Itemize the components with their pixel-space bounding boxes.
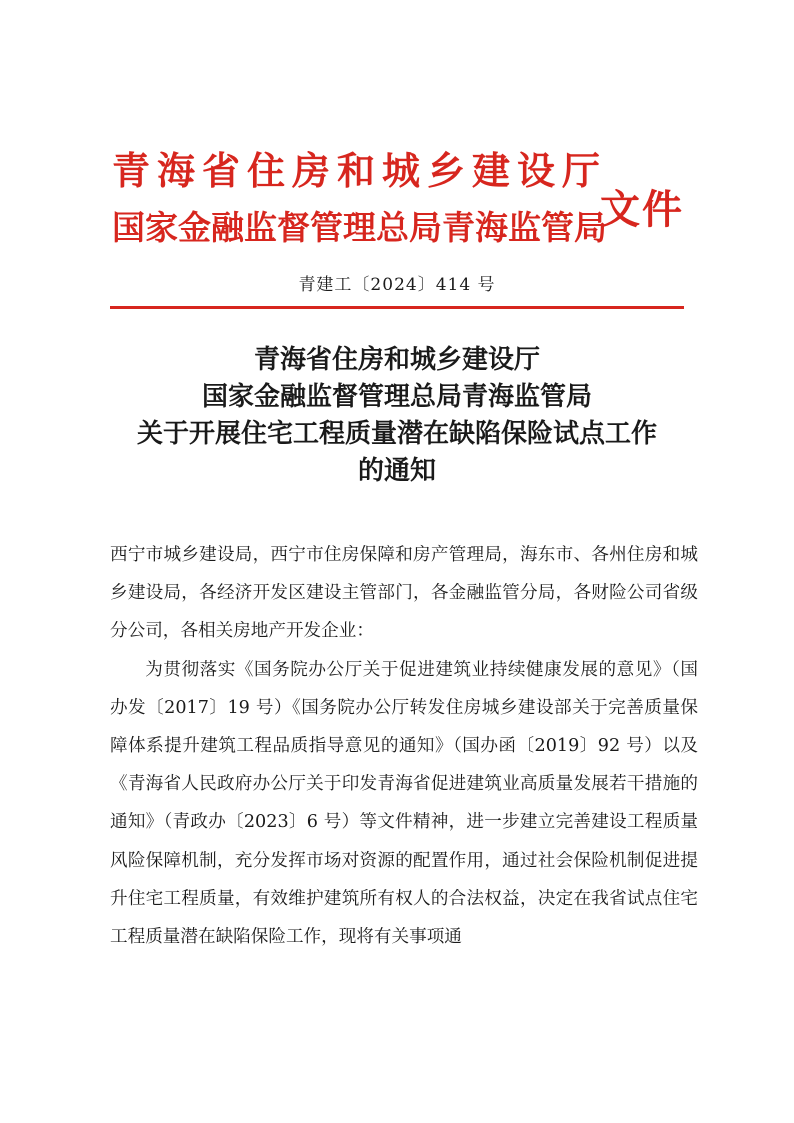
red-separator-line xyxy=(110,306,684,309)
document-title xyxy=(60,342,734,490)
red-masthead xyxy=(112,140,712,260)
title-line-4: 的通知 xyxy=(357,456,436,486)
document-body xyxy=(110,536,698,956)
title-line-3: 关于开展住宅工程质量潜在缺陷保险试点工作 xyxy=(136,419,657,449)
document-number: 青建工〔2024〕414 号 xyxy=(298,275,496,295)
issuer-housing-department: 青海省住房和城乡建设厅 xyxy=(112,148,608,193)
title-line-2: 国家金融监督管理总局青海监管局 xyxy=(201,382,592,412)
title-line-1: 青海省住房和城乡建设厅 xyxy=(253,345,540,375)
document-type-label: 文件 xyxy=(600,186,684,233)
body-paragraph: 为贯彻落实《国务院办公厅关于促进建筑业持续健康发展的意见》（国办发〔2017〕19 号）《国务院办公厅转发住房城乡建设部关于完善质量保障体系提升建筑工程品质指导意见的通知》（国办函〔2019〕92 号）以及《青海省人民政府办公厅关于印发青海省促进建筑业高质量发展若干措施的通知》（青政办〔2023〕6 号）等文件精神，进一步建立完善建设工程质量风险保障机制，充分发挥市场对资源的配置作用，通过社会保险机制促进提升住宅工程质量，有效维护建筑所有权人的合法权益，决定在我省试点住宅工程质量潜在缺陷保险工作，现将有关事项通 xyxy=(110,659,698,948)
recipients-paragraph: 西宁市城乡建设局，西宁市住房保障和房产管理局，海东市、各州住房和城乡建设局，各经济开发区建设主管部门，各金融监管分局，各财险公司省级分公司，各相关房地产开发企业： xyxy=(110,545,698,642)
issuer-financial-regulator: 国家金融监督管理总局青海监管局 xyxy=(112,208,607,247)
